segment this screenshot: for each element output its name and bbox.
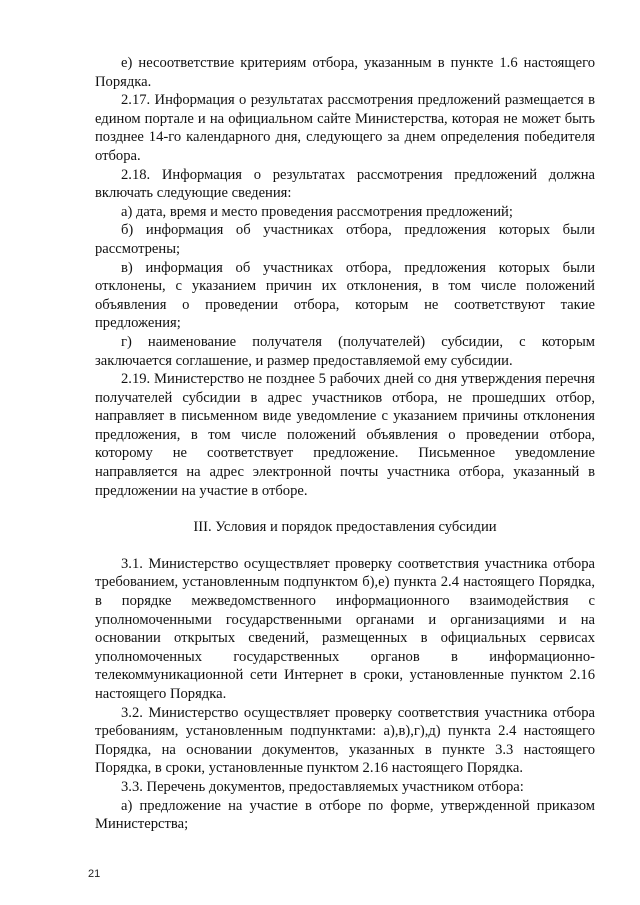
paragraph-2-18-b: б) информация об участниках отбора, предложения которых были рассмотрены; [95,222,595,257]
paragraph-3-1: 3.1. Министерство осуществляет проверку соответствия участника отбора требованием, установленным подпунктом б),е) пункта 2.4 настоящего Порядка, в порядке межведомственного информационного взаимодействия с уполномоченными государственными органами и организациями и на основании открытых сведений, размещенных в официальных сервисах уполномоченных государственных органов в информационно-телекоммуникационной сети Интернет в сроки, установленные пунктом 2.16 настоящего Порядка. [95,555,595,702]
paragraph-2-18-g: г) наименование получателя (получателей) субсидии, с которым заключается соглашение, и размер предоставляемой ему субсидии. [95,333,595,369]
paragraph-2-17: 2.17. Информация о результатах рассмотрения предложений размещается в едином портале и на официальном сайте Министерства, которая не может быть позднее 14-го календарного дня, следующего за днем определения победителя отбора. [95,92,595,164]
paragraph-3-3: 3.3. Перечень документов, предоставляемых участником отбора: [121,778,524,795]
page-number: 21 [88,868,101,880]
document-body [95,54,595,834]
paragraph-2-18: 2.18. Информация о результатах рассмотрения предложений должна включать следующие сведения: [95,166,595,202]
section-heading: III. Условия и порядок предоставления субсидии [193,519,497,536]
paragraph-item-e: е) несоответствие критериям отбора, указанным в пункте 1.6 настоящего Порядка. [95,55,595,90]
paragraph-2-19: 2.19. Министерство не позднее 5 рабочих дней со дня утверждения перечня получателей субсидии в адрес участников отбора, не прошедших отбор, направляет в письменном виде уведомление с указанием причины отклонения предложения, в том числе положений объявления о проведении отбора, которому не соответствует предложение. Письменное уведомление направляется на адрес электронной почты участника отбора, указанный в предложении на участие в отборе. [95,371,595,499]
paragraph-2-18-a: а) дата, время и место проведения рассмотрения предложений; [121,203,513,220]
paragraph-2-18-v: в) информация об участниках отбора, предложения которых были отклонены, с указанием причин их отклонения, в том числе положений объявления о проведении отбора, которым не соответствуют такие предложения; [95,259,595,332]
paragraph-3-2: 3.2. Министерство осуществляет проверку соответствия участника отбора требованиям, установленным подпунктами: а),в),г),д) пункта 2.4 настоящего Порядка, на основании документов, указанных в пункте 3.3 настоящего Порядка, в сроки, установленные пунктом 2.16 настоящего Порядка. [95,704,595,777]
paragraph-3-3-a: а) предложение на участие в отборе по форме, утвержденной приказом Министерства; [95,797,595,833]
